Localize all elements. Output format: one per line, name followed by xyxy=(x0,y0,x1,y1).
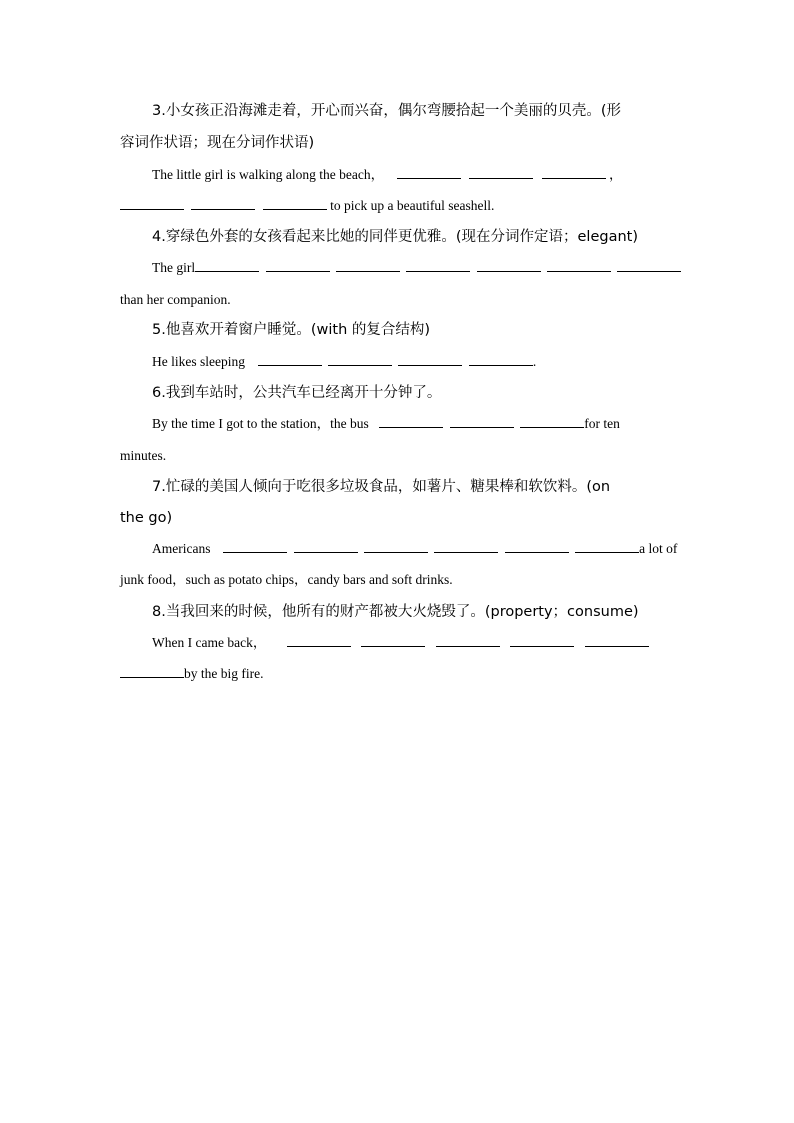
q5-blank-1[interactable] xyxy=(258,353,322,366)
q4-answer-line1 xyxy=(120,258,674,278)
q8-answer-line1 xyxy=(120,633,674,653)
q5-period: . xyxy=(532,354,537,369)
q7-prompt-text-cont: the go) xyxy=(120,510,173,526)
q4-sentence-end: than her companion. xyxy=(120,292,231,307)
q6-sentence-mid: for ten xyxy=(584,416,620,431)
q6-answer-line2 xyxy=(120,446,674,466)
q7-sentence-start: Americans xyxy=(152,541,211,556)
q8-blank-1[interactable] xyxy=(287,634,351,647)
q4-blank-4[interactable] xyxy=(406,259,470,272)
q7-blank-1[interactable] xyxy=(223,540,287,553)
q4-blank-7[interactable] xyxy=(617,259,681,272)
q3-prompt-text-cont: 容词作状语；现在分词作状语) xyxy=(120,135,315,151)
q3-blank-4[interactable] xyxy=(120,197,184,210)
q5-blank-3[interactable] xyxy=(398,353,462,366)
q7-prompt-text: 7.忙碌的美国人倾向于吃很多垃圾食品，如薯片、糖果棒和软饮料。(on xyxy=(152,479,611,495)
q6-sentence-end: minutes. xyxy=(120,448,167,463)
q8-blank-2[interactable] xyxy=(361,634,425,647)
q3-sentence-start: The little girl is walking along the beach， xyxy=(152,167,385,182)
q3-answer-line1 xyxy=(120,165,674,185)
q5-blank-2[interactable] xyxy=(328,353,392,366)
q8-sentence-end: by the big fire. xyxy=(184,666,264,681)
q7-blank-6[interactable] xyxy=(575,540,639,553)
q4-blank-3[interactable] xyxy=(336,259,400,272)
q7-blank-5[interactable] xyxy=(505,540,569,553)
q3-answer-line2 xyxy=(120,196,674,216)
q3-blank-5[interactable] xyxy=(191,197,255,210)
q5-prompt-line1 xyxy=(120,320,674,340)
q6-blank-2[interactable] xyxy=(450,415,514,428)
q4-prompt-text: 4.穿绿色外套的女孩看起来比她的同伴更优雅。(现在分词作定语；elegant) xyxy=(152,229,638,245)
q8-blank-6[interactable] xyxy=(120,665,184,678)
q4-answer-line2 xyxy=(120,290,674,310)
q3-prompt-text: 3.小女孩正沿海滩走着，开心而兴奋，偶尔弯腰拾起一个美丽的贝壳。(形 xyxy=(152,103,621,119)
q7-blank-2[interactable] xyxy=(294,540,358,553)
q6-prompt-line1 xyxy=(120,383,674,403)
q6-sentence-start: By the time I got to the station，the bus xyxy=(152,416,369,431)
q8-blank-3[interactable] xyxy=(436,634,500,647)
q8-blank-5[interactable] xyxy=(585,634,649,647)
q4-blank-1[interactable] xyxy=(195,259,259,272)
q6-blank-1[interactable] xyxy=(379,415,443,428)
q7-prompt-line1 xyxy=(120,477,674,497)
q3-blank-1[interactable] xyxy=(397,166,461,179)
q7-blank-4[interactable] xyxy=(434,540,498,553)
q8-blank-4[interactable] xyxy=(510,634,574,647)
q6-blank-3[interactable] xyxy=(520,415,584,428)
q3-prompt-line2 xyxy=(120,133,674,153)
q7-answer-line1 xyxy=(120,539,678,559)
q5-prompt-text: 5.他喜欢开着窗户睡觉。(with 的复合结构) xyxy=(152,322,431,338)
q3-sentence-end: to pick up a beautiful seashell. xyxy=(330,198,495,213)
q7-sentence-mid: a lot of xyxy=(639,541,678,556)
q3-blank-3[interactable] xyxy=(542,166,606,179)
q3-blank-6[interactable] xyxy=(263,197,327,210)
q8-sentence-start: When I came back， xyxy=(152,635,267,650)
q8-answer-line2 xyxy=(120,664,674,684)
q3-prompt-line1 xyxy=(120,101,674,121)
q7-answer-line2 xyxy=(120,570,674,590)
q4-blank-2[interactable] xyxy=(266,259,330,272)
q7-blank-3[interactable] xyxy=(364,540,428,553)
q5-blank-4[interactable] xyxy=(469,353,533,366)
q5-answer-line1 xyxy=(120,352,674,372)
q5-sentence-start: He likes sleeping xyxy=(152,354,245,369)
q4-sentence-start: The girl xyxy=(152,260,196,275)
q8-prompt-line1 xyxy=(120,602,674,622)
q8-prompt-text: 8.当我回来的时候，他所有的财产都被大火烧毁了。(property；consume) xyxy=(152,604,639,620)
q3-blank-2[interactable] xyxy=(469,166,533,179)
q4-prompt-line1 xyxy=(120,227,674,247)
q6-prompt-text: 6.我到车站时，公共汽车已经离开十分钟了。 xyxy=(152,385,442,401)
q7-sentence-end: junk food，such as potato chips，candy bars and soft drinks. xyxy=(120,572,453,587)
q7-prompt-line2 xyxy=(120,508,674,528)
q4-blank-6[interactable] xyxy=(547,259,611,272)
q3-comma: ， xyxy=(608,167,623,182)
q6-answer-line1 xyxy=(120,414,674,434)
q4-blank-5[interactable] xyxy=(477,259,541,272)
